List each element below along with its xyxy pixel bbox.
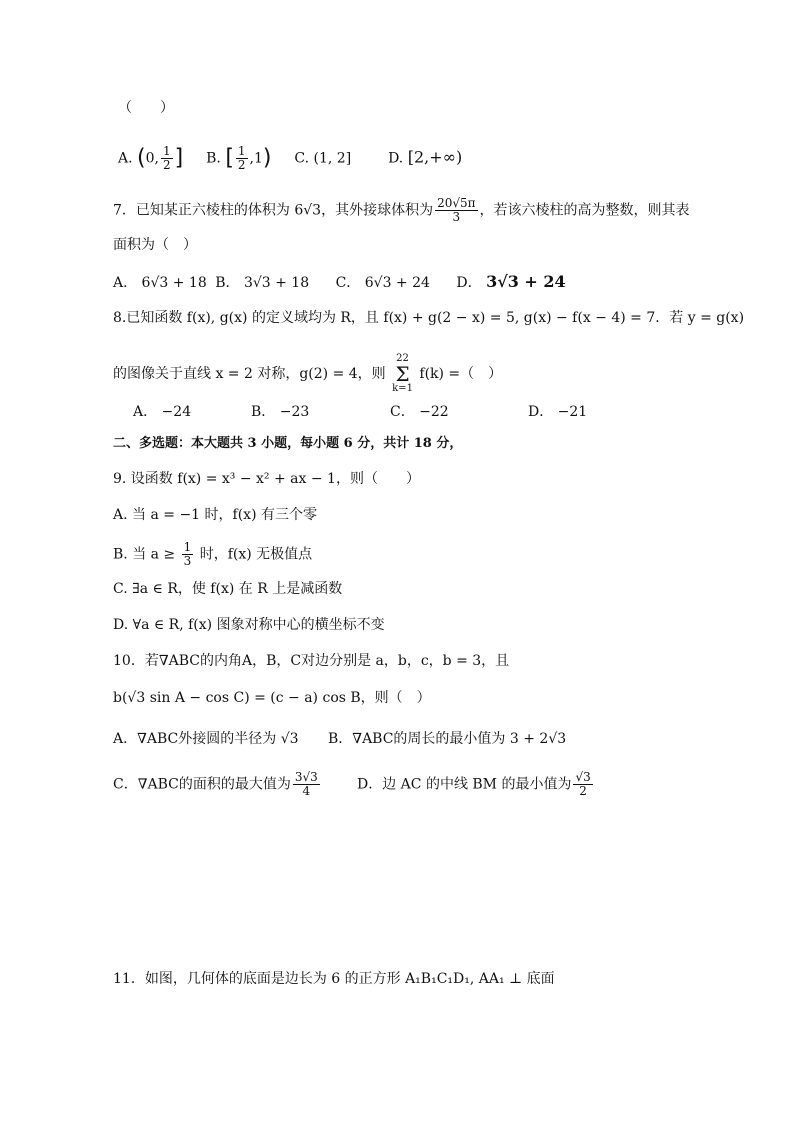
q8-stem-text-a: 的图像关于直线 x = 2 对称，g(2) = 4，则: [113, 366, 386, 382]
q7-stem-text-a: 7．已知某正六棱柱的体积为 6√3，其外接球体积为: [113, 202, 434, 219]
q8-stem-line1: 8.已知函数 f(x), g(x) 的定义域均为 R，且 f(x) + g(2 − x) = 5, g(x) − f(x − 4) = 7．若 y = g(x): [113, 310, 745, 326]
q8-option-a: A． −24: [133, 404, 192, 420]
q10-option-c-text: C．∇ABC的面积的最大值为: [113, 776, 291, 793]
q10-option-c-fraction: $\frac{3√3}{4}$: [294, 770, 318, 798]
q9-option-a: A. 当 a = −1 时，f(x) 有三个零: [113, 507, 317, 523]
q7-options: [113, 272, 566, 293]
q10-option-b: B．∇ABC的周长的最小值为 3 + 2√3: [328, 731, 567, 747]
q10-stem: 10．若∇ABC的内角A，B，C对边分别是 a，b，c，b = 3，且: [113, 653, 510, 669]
q10-condition: b(√3 sin A − cos C) = (c − a) cos B，则（ ）: [113, 690, 431, 706]
q9-stem: 9. 设函数 f(x) = x³ − x² + ax − 1，则（ ）: [113, 471, 420, 487]
q7-stem-text-b: ，若该六棱柱的高为整数，则其表: [479, 202, 690, 219]
q7-sphere-volume-fraction: $\frac{20√5\pi}{3}$: [437, 196, 476, 224]
q10-option-d-fraction: $\frac{√3}{2}$: [575, 770, 591, 798]
q9-option-d: D. ∀a ∈ R, f(x) 图象对称中心的横坐标不变: [113, 617, 385, 633]
q6-option-b-label: B.: [206, 150, 221, 167]
q10-option-c: [113, 771, 322, 798]
q6-option-a-label: A.: [118, 150, 133, 167]
q8-stem-line2: [113, 354, 502, 394]
q7-option-d-value: 3√3 + 24: [486, 272, 566, 291]
q6-option-a-fraction: $\frac{1}{2}$: [162, 144, 171, 172]
q9-option-b: [113, 541, 312, 568]
q8-option-d: D． −21: [528, 404, 588, 420]
q7-option-a: A． 6√3 + 18: [113, 275, 207, 291]
q9-option-b-text-b: 时，f(x) 无极值点: [199, 546, 313, 563]
q9-option-b-text-a: B. 当 a ≥: [113, 546, 176, 563]
q7-option-b: B． 3√3 + 18: [215, 275, 310, 291]
q6-option-b-fraction: $\frac{1}{2}$: [237, 144, 246, 172]
q10-option-d: [357, 771, 595, 798]
q8-stem-text-b: f(k) =（ ）: [419, 366, 503, 382]
q6-option-d-label: D.: [388, 150, 404, 167]
q9-option-b-fraction: $\frac{1}{3}$: [183, 540, 192, 568]
q10-option-d-text: D．边 AC 的中线 BM 的最小值为: [357, 776, 572, 793]
q11-stem: 11．如图，几何体的底面是边长为 6 的正方形 A₁B₁C₁D₁, AA₁ ⊥ 底面: [113, 971, 555, 987]
q6-options: A. (0, $\frac{1}{2}$ ] B. [ $\frac{1}{2}$ ,1) C. (1, 2] D. [2,+∞): [118, 144, 463, 172]
q8-option-b: B． −23: [251, 404, 310, 420]
q7-stem-line2: 面积为（ ）: [113, 237, 197, 253]
q6-option-c-value: (1, 2]: [313, 150, 352, 167]
section-2-heading: 二、多选题：本大题共 3 小题，每小题 6 分，共计 18 分，: [113, 436, 463, 451]
q6-option-c-label: C.: [294, 150, 310, 167]
q7-stem-line1: [113, 197, 690, 224]
q9-option-c: C. ∃a ∈ R，使 f(x) 在 R 上是减函数: [113, 581, 343, 597]
q10-option-a: A．∇ABC外接圆的半径为 √3: [113, 731, 299, 747]
q8-summation: 22 Σ k=1: [392, 353, 413, 394]
q7-option-d-label: D．: [456, 275, 482, 291]
q7-option-c: C． 6√3 + 24: [335, 275, 430, 291]
q6-option-d-value: [2,+∞): [407, 147, 463, 167]
q6-answer-paren: （ ）: [118, 100, 174, 116]
q8-option-c: C． −22: [390, 404, 449, 420]
